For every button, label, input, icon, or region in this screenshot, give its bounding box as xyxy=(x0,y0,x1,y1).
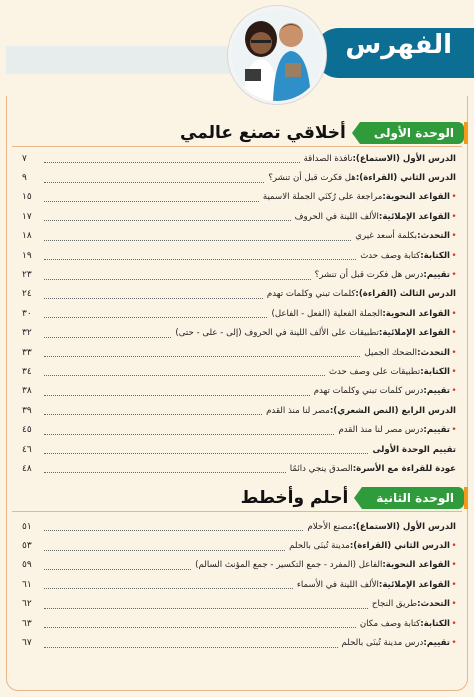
dot-leader xyxy=(44,232,351,241)
toc-page-number: ٣٩ xyxy=(22,405,32,416)
toc-row[interactable] xyxy=(22,401,458,420)
dot-leader xyxy=(44,426,334,435)
toc-row-label: الكتابة: xyxy=(420,250,450,261)
bullet-dot-icon: • xyxy=(451,425,457,436)
dot-leader xyxy=(44,309,267,318)
page-title: الفهرس xyxy=(345,30,452,60)
toc-page-number: ٥٩ xyxy=(22,560,32,571)
bullet-dot-icon: • xyxy=(451,347,457,358)
toc-row-label: القواعد الإملائية: xyxy=(378,579,450,590)
bullet-dot-icon: • xyxy=(451,560,457,571)
toc-page-number: ٤٨ xyxy=(22,463,32,474)
toc-row[interactable] xyxy=(22,556,458,575)
toc-page-number: ٣٢ xyxy=(22,328,32,339)
dot-leader xyxy=(44,619,356,628)
toc-page-number: ٣٠ xyxy=(22,308,32,319)
toc-row-text: مصنع الأحلام xyxy=(307,521,353,532)
toc-row-label: الكتابة: xyxy=(420,618,450,629)
bullet-dot-icon: • xyxy=(451,541,457,552)
toc-row[interactable] xyxy=(22,595,458,614)
toc-page-number: ٧ xyxy=(22,153,27,164)
toc-row-text: الجملة الفعلية (الفعل - الفاعل) xyxy=(271,308,383,319)
toc-row-text: مدينة تُبنَى بالحلم xyxy=(289,541,350,552)
toc-row-text: درس كلمات تبني وكلمات تهدم xyxy=(313,386,424,397)
unit-1-rule xyxy=(12,146,462,147)
toc-row-label: تقييم: xyxy=(423,386,450,397)
dot-leader xyxy=(44,522,303,531)
unit-1-header xyxy=(180,122,464,144)
dot-leader xyxy=(44,367,325,376)
toc-row[interactable] xyxy=(22,227,458,246)
unit-1-title: أخلاقي تصنع عالمي xyxy=(180,123,346,143)
toc-row-text: هل فكرت قبل أن تنشر؟ xyxy=(268,173,356,184)
toc-row-label: القواعد الإملائية: xyxy=(378,211,450,222)
toc-row[interactable] xyxy=(22,382,458,401)
toc-page-number: ٩ xyxy=(22,173,27,184)
toc-row-text: مصر لنا منذ القدم xyxy=(266,405,330,416)
dot-leader xyxy=(44,639,338,648)
header-photo xyxy=(228,6,326,104)
dot-leader xyxy=(44,406,262,415)
toc-row-label: التحدث: xyxy=(417,347,450,358)
toc-row[interactable] xyxy=(22,536,458,555)
toc-row[interactable] xyxy=(22,168,458,187)
unit-1-toc xyxy=(22,149,458,479)
toc-row-label: الدرس الثالث (القراءة): xyxy=(355,289,456,300)
toc-page-number: ٣٤ xyxy=(22,366,32,377)
dot-leader xyxy=(44,561,191,570)
toc-row-text: درس هل فكرت قبل أن تنشر؟ xyxy=(314,270,424,281)
toc-page-number: ١٧ xyxy=(22,211,32,222)
toc-row-text: درس مصر لنا منذ القدم xyxy=(338,425,424,436)
dot-leader xyxy=(44,212,291,221)
toc-row-text: مراجعة على رُكنَي الجملة الاسمية xyxy=(262,192,383,203)
toc-row[interactable] xyxy=(22,265,458,284)
dot-leader xyxy=(44,464,286,473)
toc-row-text: تطبيقات على الألف اللينة في الحروف (إلى - على - حتى) xyxy=(175,328,379,339)
bullet-dot-icon: • xyxy=(451,366,457,377)
unit-2-title: أحلم وأخطط xyxy=(240,488,349,508)
toc-page-number: ١٨ xyxy=(22,231,32,242)
toc-row-label: الدرس الثاني (القراءة): xyxy=(355,173,456,184)
dot-leader xyxy=(44,580,293,589)
toc-row[interactable] xyxy=(22,207,458,226)
children-illustration xyxy=(231,9,323,101)
bullet-dot-icon: • xyxy=(451,211,457,222)
dot-leader xyxy=(44,445,368,454)
toc-row-text: درس مدينة تُبنَى بالحلم xyxy=(341,638,424,649)
dot-leader xyxy=(44,329,171,338)
toc-row[interactable] xyxy=(22,440,458,459)
toc-page-number: ١٥ xyxy=(22,192,32,203)
dot-leader xyxy=(44,600,368,609)
bullet-dot-icon: • xyxy=(451,270,457,281)
toc-row-text: طريق النجاح xyxy=(371,599,418,610)
dot-leader xyxy=(44,251,356,260)
toc-row[interactable] xyxy=(22,324,458,343)
toc-row-label: التحدث: xyxy=(417,599,450,610)
toc-page-number: ٣٣ xyxy=(22,347,32,358)
dot-leader xyxy=(44,193,259,202)
toc-row-text: الألف اللينة في الأسماء xyxy=(296,579,379,590)
unit-2-toc xyxy=(22,517,458,653)
toc-row-text: الضحك الجميل xyxy=(364,347,418,358)
toc-row[interactable] xyxy=(22,420,458,439)
unit-2-badge-label: الوحدة الثانية xyxy=(376,491,454,505)
toc-row-label: القواعد الإملائية: xyxy=(378,328,450,339)
toc-row-text: كلمات تبني وكلمات تهدم xyxy=(266,289,356,300)
bullet-dot-icon: • xyxy=(451,618,457,629)
toc-row[interactable] xyxy=(22,149,458,168)
bullet-dot-icon: • xyxy=(451,328,457,339)
toc-row[interactable] xyxy=(22,633,458,652)
toc-row[interactable] xyxy=(22,304,458,323)
toc-row-text: الفاعل (المفرد - جمع التكسير - جمع المؤنث السالم) xyxy=(195,560,383,571)
bullet-dot-icon: • xyxy=(451,638,457,649)
toc-row-label: الدرس الأول (الاستماع): xyxy=(352,521,456,532)
toc-page-number: ٣٨ xyxy=(22,386,32,397)
bullet-dot-icon: • xyxy=(451,599,457,610)
toc-row-text: بكلمة أسعد غيري xyxy=(355,231,418,242)
bullet-dot-icon: • xyxy=(451,192,457,203)
toc-page-number: ٦٧ xyxy=(22,638,32,649)
toc-page-number: ٥١ xyxy=(22,521,32,532)
toc-row[interactable] xyxy=(22,517,458,536)
toc-row-label: عودة للقراءة مع الأسرة: xyxy=(352,463,456,474)
toc-page-number: ٢٤ xyxy=(22,289,32,300)
toc-page-number: ٤٦ xyxy=(22,444,32,455)
bullet-dot-icon: • xyxy=(451,579,457,590)
dot-leader xyxy=(44,290,263,299)
toc-row-label: القواعد النحوية: xyxy=(382,308,450,319)
toc-row-label: القواعد النحوية: xyxy=(382,560,450,571)
toc-row-text: الألف اللينة في الحروف xyxy=(294,211,379,222)
toc-row[interactable] xyxy=(22,614,458,633)
dot-leader xyxy=(44,387,310,396)
unit-2-header xyxy=(241,487,464,509)
toc-row-text: الصدق ينجي دائمًا xyxy=(289,463,353,474)
toc-page-number: ٤٥ xyxy=(22,425,32,436)
unit-1-badge-label: الوحدة الأولى xyxy=(373,126,454,140)
dot-leader xyxy=(44,154,300,163)
dot-leader xyxy=(44,271,311,280)
bullet-dot-icon: • xyxy=(451,231,457,242)
unit-2-badge xyxy=(362,487,464,509)
toc-row[interactable] xyxy=(22,188,458,207)
toc-row-label: الدرس الرابع (النص الشعري): xyxy=(329,405,456,416)
toc-row-label: تقييم: xyxy=(423,270,450,281)
bullet-dot-icon: • xyxy=(451,308,457,319)
bullet-dot-icon: • xyxy=(451,386,457,397)
toc-row-text: تطبيقات على وصف حدث xyxy=(328,366,421,377)
toc-row[interactable] xyxy=(22,285,458,304)
toc-row[interactable] xyxy=(22,575,458,594)
unit-2-rule xyxy=(12,511,462,512)
toc-row-label: الدرس الثاني (القراءة): xyxy=(349,541,450,552)
toc-row-label: تقييم: xyxy=(423,638,450,649)
toc-row-text: نافذة الصداقة xyxy=(303,153,353,164)
dot-leader xyxy=(44,348,360,357)
toc-page-number: ٦٣ xyxy=(22,618,32,629)
toc-row-label: تقييم: xyxy=(423,425,450,436)
dot-leader xyxy=(44,542,285,551)
toc-row[interactable] xyxy=(22,459,458,478)
toc-row-text: كتابة وصف حدث xyxy=(360,250,421,261)
toc-row-label: التحدث: xyxy=(417,231,450,242)
toc-row[interactable] xyxy=(22,246,458,265)
toc-row-label: تقييم الوحدة الأولى xyxy=(372,444,456,455)
toc-row-label: الكتابة: xyxy=(420,366,450,377)
toc-row[interactable] xyxy=(22,343,458,362)
toc-row-text: كتابة وصف مكان xyxy=(359,618,421,629)
toc-row-label: الدرس الأول (الاستماع): xyxy=(352,153,456,164)
toc-page-number: ١٩ xyxy=(22,250,32,261)
toc-page-number: ٦١ xyxy=(22,579,32,590)
dot-leader xyxy=(44,174,264,183)
unit-1-badge xyxy=(360,122,464,144)
toc-page-number: ٥٣ xyxy=(22,541,32,552)
bullet-dot-icon: • xyxy=(451,250,457,261)
toc-row-label: القواعد النحوية: xyxy=(382,192,450,203)
toc-page-number: ٢٣ xyxy=(22,270,32,281)
toc-row[interactable] xyxy=(22,362,458,381)
toc-page-number: ٦٢ xyxy=(22,599,32,610)
